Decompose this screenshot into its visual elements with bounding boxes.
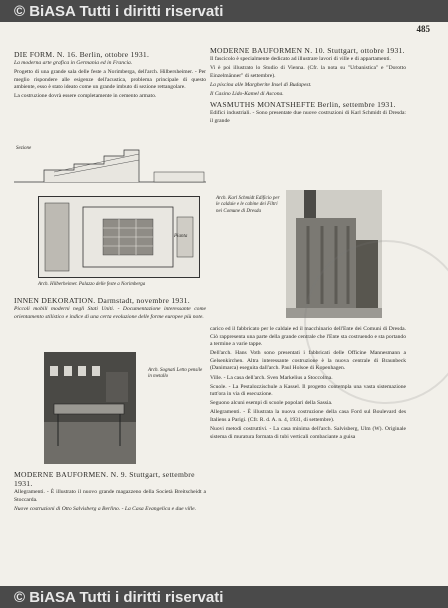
right-column-top bbox=[210, 46, 406, 127]
para: Edifici industriali. - Sono presentate due nuove costruzioni di Karl Schmidt di Dresda: il grande bbox=[210, 109, 406, 124]
para: Scuole. - La Pestalozzischule a Kassel. Il progetto contempla una vasta sistemazione tutt'ora in via di esecuzione. bbox=[210, 383, 406, 398]
para: La moderna arte grafica in Germania ed in Francia. bbox=[14, 60, 133, 66]
watermark-bottom: © BiASA Tutti i diritti riservati bbox=[0, 586, 448, 608]
label-sezione: Sezione bbox=[16, 146, 32, 151]
heading-moderne-bauformen-10: MODERNE BAUFORMEN N. 10. Stuttgart, ottobre 1931. bbox=[210, 46, 405, 55]
para: Dell'arch. Hans Voth sono presentati i fabbricati delle Officine Mannesmann a Gelsenkirchen. Altra interessante costruzione è la nuova centrale di Braunbeck (Danimarca) eseguita dall'arch. Paul Holsoe di Kopenhagen. bbox=[210, 350, 406, 372]
para: Il Casino Lido-Kamel di Ascona. bbox=[210, 90, 284, 97]
para: Allegramenti. - È illustrato il nuovo grande magazzeno della Società Breitscheidt a Stoccarda. bbox=[14, 489, 206, 503]
para: Nuove costruzioni di Otto Salvisberg a Berlino. - La Casa Evangelica e due ville. bbox=[14, 505, 197, 512]
section-svg bbox=[14, 142, 206, 186]
figure-caption-sognati: Arch. Sognati Letto pensile in metallo bbox=[148, 368, 203, 380]
left-column-top bbox=[14, 50, 206, 102]
left-column-bottom bbox=[14, 470, 206, 515]
heading-innen-dekoration: INNEN DEKORATION. Darmstadt, novembre 1931. bbox=[14, 296, 190, 305]
heading-die-form: DIE FORM. N. 16. Berlin, ottobre 1931. bbox=[14, 50, 150, 59]
furniture-photo bbox=[44, 352, 136, 464]
para: Nuovi metodi costruttivi. - La casa minima dell'arch. Salvisberg, Ulm (W). Originale sistema di muratura formata di tubi verticali combaciante a guisa bbox=[210, 426, 406, 440]
label-pianta: Pianta bbox=[174, 234, 188, 239]
para: Seguono alcuni esempi di scuole popolari della Sassia. bbox=[210, 400, 333, 407]
para: Progetto di una grande sala delle feste a Norimberga, dell'arch. Hilbersheimer. - Per meglio rispondere alle esigenze dell'acustica, problema principale di questo ambiente, esso è stato ideato come un grande imbuto di sezione rettangolare. bbox=[14, 69, 206, 91]
para: Vi è poi illustrato lo Studio di Vienna. (Cfr. la nota su "Urbanistica" e "Dorotto Einzelmänner" di settembre). bbox=[210, 65, 406, 79]
para: Ville. - La casa dell'arch. Sven Markelius a Stoccolma. bbox=[210, 374, 333, 381]
page-number: 485 bbox=[416, 24, 430, 34]
figure-caption-schmidt: Arch. Karl Schmidt Edificio per le caldaie e le cabine dei Filtri nei Comune di Dresda bbox=[216, 196, 280, 214]
watermark-top: © BiASA Tutti i diritti riservati bbox=[0, 0, 448, 22]
heading-wasmuths: WASMUTHS MONATSHEFTE Berlin, settembre 1931. bbox=[210, 99, 396, 109]
para: Allegramenti. - È illustrata la nuova costruzione della casa Ford sul Boulevard des Italiens a Parigi. (Cfr. R. d. A. n. 4, 1931, di settembre). bbox=[210, 409, 406, 424]
photo-svg bbox=[44, 352, 136, 464]
para: La piscina alle Margherite Insel di Budapest. bbox=[210, 81, 312, 88]
section-drawing bbox=[14, 142, 206, 186]
para: Il fascicolo è specialmente dedicato ad illustrare lavori di ville e di appartamenti. bbox=[210, 56, 391, 62]
para: carico ed il fabbricato per le caldaie ed il macchinario dell'Ente dei Comuni di Dresda. Ciò rappresenta una parte della grande centrale che l'Ente sta costruendo e sta portando a termine a varie tappe. bbox=[210, 326, 406, 348]
left-column-middle bbox=[14, 296, 206, 323]
heading-moderne-bauformen-9: MODERNE BAUFORMEN. N. 9. Stuttgart, settembre 1931. bbox=[14, 470, 195, 488]
figure-caption-hilberheimer: Arch. Hilberheimer. Palazzo delle feste a Norimberga bbox=[38, 282, 146, 287]
para: Piccoli mobili moderni negli Stati Uniti. - Documentazione interessante come orientamento stilistico e indice di una certa evoluzione delle forme europee più note. bbox=[14, 306, 206, 320]
para: La costruzione dovrà essere completamente in cemento armato. bbox=[14, 93, 157, 100]
